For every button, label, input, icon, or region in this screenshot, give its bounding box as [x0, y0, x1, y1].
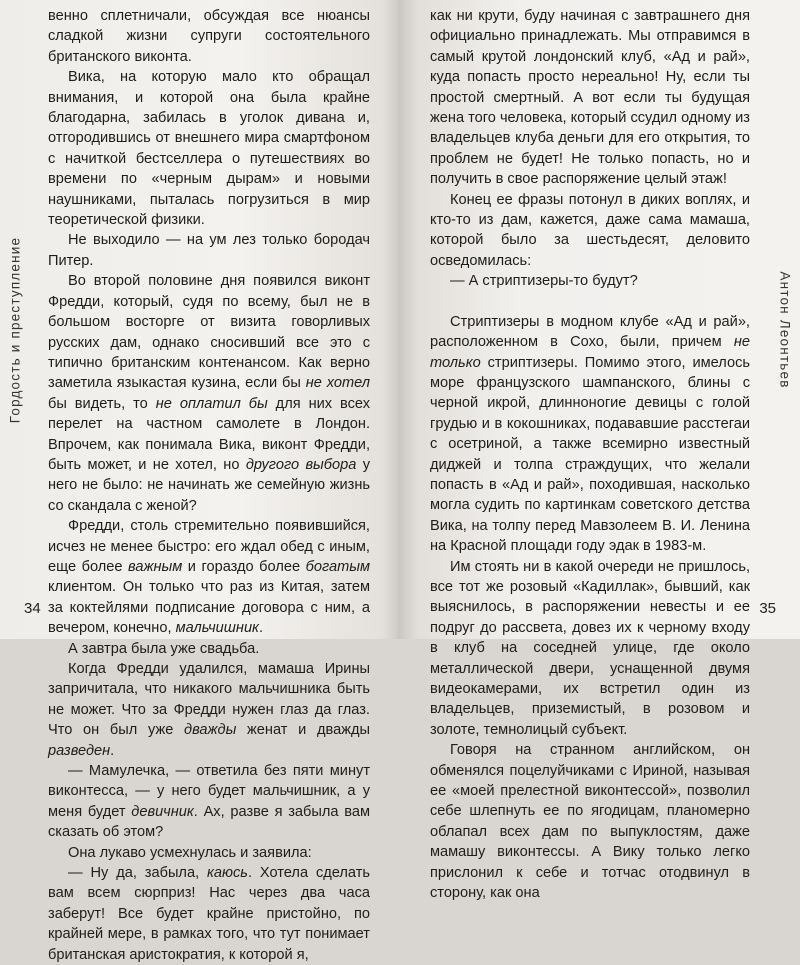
paragraph	[48, 230, 370, 271]
text-run: . Хотела сделать вам всем сюрприз! Нас через два часа заберут! Все будет крайне пристойно, по крайней мере, в рамках того, что тут понимает британская аристократия, к которой я,	[48, 865, 370, 963]
paragraph	[48, 761, 370, 843]
paragraph	[48, 67, 370, 230]
italic-text: другого выбора	[245, 456, 357, 473]
text-run: Говоря на странном английском, он обменялся поцелуйчиками с Ириной, называя ее «моей прелестной виконтессой», позволил себе шлепнуть ее по ягодицам, планомерно облапал всех дам по выпуклостям, даже мамашу виконтессы. А Вику только легко прислонил к себе и тотчас отодвинул в сторону, как она	[430, 742, 750, 902]
text-run: венно сплетничали, обсуждая все нюансы сладкой жизни супруги состоятельного британского виконта.	[48, 8, 370, 65]
text-run: . Ах, разве я забыла вам сказать об этом?	[48, 803, 370, 841]
left-page	[0, 0, 398, 963]
italic-text: не только	[430, 334, 750, 371]
italic-text: не хотел	[305, 375, 370, 392]
text-run: женат и дважды	[236, 722, 370, 739]
right-running-head	[772, 220, 798, 440]
italic-text: мальчишник	[175, 620, 259, 637]
text-run: Когда Фредди удалился, мамаша Ирины запричитала, что никакого мальчишника быть не может. Что за Фредди нужен глаз да глаз. Что он был уже	[48, 661, 370, 739]
right-page-number: 35	[759, 600, 776, 617]
text-run: Им стоять ни в какой очереди не пришлось, все тот же розовый «Кадиллак», бывший, как выяснилось, в распоряжении невесты и ее подруг до рассвета, довез их к черному входу в клуб на соседней улице, где около металлической двери, уснащенной двумя видеокамерами, их встретил один из владельцев, приземистый, в розовом и золоте, темнолицый субъект.	[430, 558, 750, 738]
left-running-head	[2, 190, 28, 470]
italic-text: важным	[128, 558, 183, 575]
text-run: клиентом. Он только что раз из Китая, затем за коктейлями подписание договора с ним, а вечером, конечно,	[48, 579, 370, 637]
text-run: — А стриптизеры-то будут?	[450, 273, 638, 290]
italic-text: девичник	[131, 803, 194, 820]
text-run: Вика, на которую мало кто обращал внимания, и которой она была крайне благодарна, забилась в уголок дивана и, отгородившись от внешнего мира смартфоном с начиткой бестселлера о путешествиях во времени по «черным дырам» и новыми наушниками, пыталась погрузиться в мир теоретической физики.	[48, 69, 370, 229]
paragraph	[48, 271, 370, 516]
text-run: — Ну да, забыла,	[68, 865, 208, 882]
right-page-body-text	[430, 6, 750, 903]
paragraph	[48, 516, 370, 638]
paragraph	[48, 6, 370, 67]
text-run: — Мамулечка, — ответила без пяти минут виконтесса, — у него будет мальчишник, а у меня будет	[48, 763, 370, 820]
text-run: как ни крути, буду начиная с завтрашнего дня официально принадлежать. Мы отправимся в самый крутой лондонский клуб, «Ад и рай», куда попасть просто нереально! Ну, если ты простой смертный. А вот если ты будущая жена того человека, который ссудил одному из владельцев клуба деньги для его открытия, то проблем не будет! Не только попасть, но и получить в свое распоряжение целый этаж!	[430, 8, 750, 188]
italic-text: каюсь	[207, 865, 248, 882]
text-run: бы видеть, то	[48, 395, 156, 412]
italic-text: богатым	[305, 558, 370, 575]
right-page	[398, 0, 800, 902]
text-run: Фредди, столь стремительно появившийся, исчез не менее быстро: его ждал обед с иным, еще более	[48, 518, 370, 575]
text-run: .	[258, 620, 264, 637]
paragraph	[430, 557, 750, 741]
paragraph	[430, 190, 750, 272]
text-run: и гораздо более	[182, 558, 306, 575]
paragraph	[430, 6, 750, 190]
text-run: для них всех перелет на частном самолете в Лондон. Впрочем, как понимала Вика, виконт Фредди, быть может, и не хотел, но	[48, 395, 371, 473]
paragraph	[48, 843, 370, 863]
text-run: Конец ее фразы потонул в диких воплях, и кто-то из дам, кажется, даже сама мамаша, которой было за шестьдесят, деловито осведомилась:	[430, 191, 750, 269]
left-page-number: 34	[24, 600, 41, 617]
italic-text: не оплатил бы	[155, 395, 268, 412]
paragraph	[48, 863, 370, 965]
paragraph	[48, 639, 370, 659]
left-running-head-text: Гордость и преступление	[7, 236, 23, 424]
text-run: Стриптизеры в модном клубе «Ад и рай», расположенном в Сохо, были, причем	[430, 313, 750, 351]
text-run: Она лукаво усмехнулась и заявила:	[68, 844, 312, 861]
paragraph	[430, 271, 750, 291]
text-run: стриптизеры. Помимо этого, имелось море французского шампанского, блины с черной икрой, длинноногие девицы с голой грудью и в кокошниках, подававшие расстегаи с осетриной, а также всемирно известный диджей и толпа страждущих, что желали попасть в «Ад и рай», походившая, насколько могла судить по картинкам советского детства Вика, на толпу перед Мавзолеем В. И. Ленина на Красной площади году эдак в 1983-м.	[430, 354, 750, 555]
paragraph	[48, 659, 370, 761]
text-run: .	[110, 742, 115, 759]
text-run: у него не было: не начинать же семейную жизнь со скандала с женой?	[48, 456, 370, 514]
text-run: Не выходило — на ум лез только бородач Питер.	[48, 232, 370, 269]
text-run: Во второй половине дня появился виконт Фредди, который, судя по всему, был не в большом восторге от визита говорливых русских дам, однако сносивший все это с типично британским контенансом. Как верно заметила языкастая кузина, если бы	[48, 273, 370, 392]
italic-text: разведен	[48, 742, 111, 759]
paragraph	[430, 740, 750, 903]
text-run: А завтра была уже свадьба.	[68, 640, 260, 657]
left-page-body-text	[48, 6, 370, 965]
italic-text: дважды	[184, 722, 237, 739]
right-running-head-text: Антон Леонтьев	[777, 271, 793, 389]
paragraph	[430, 312, 750, 557]
